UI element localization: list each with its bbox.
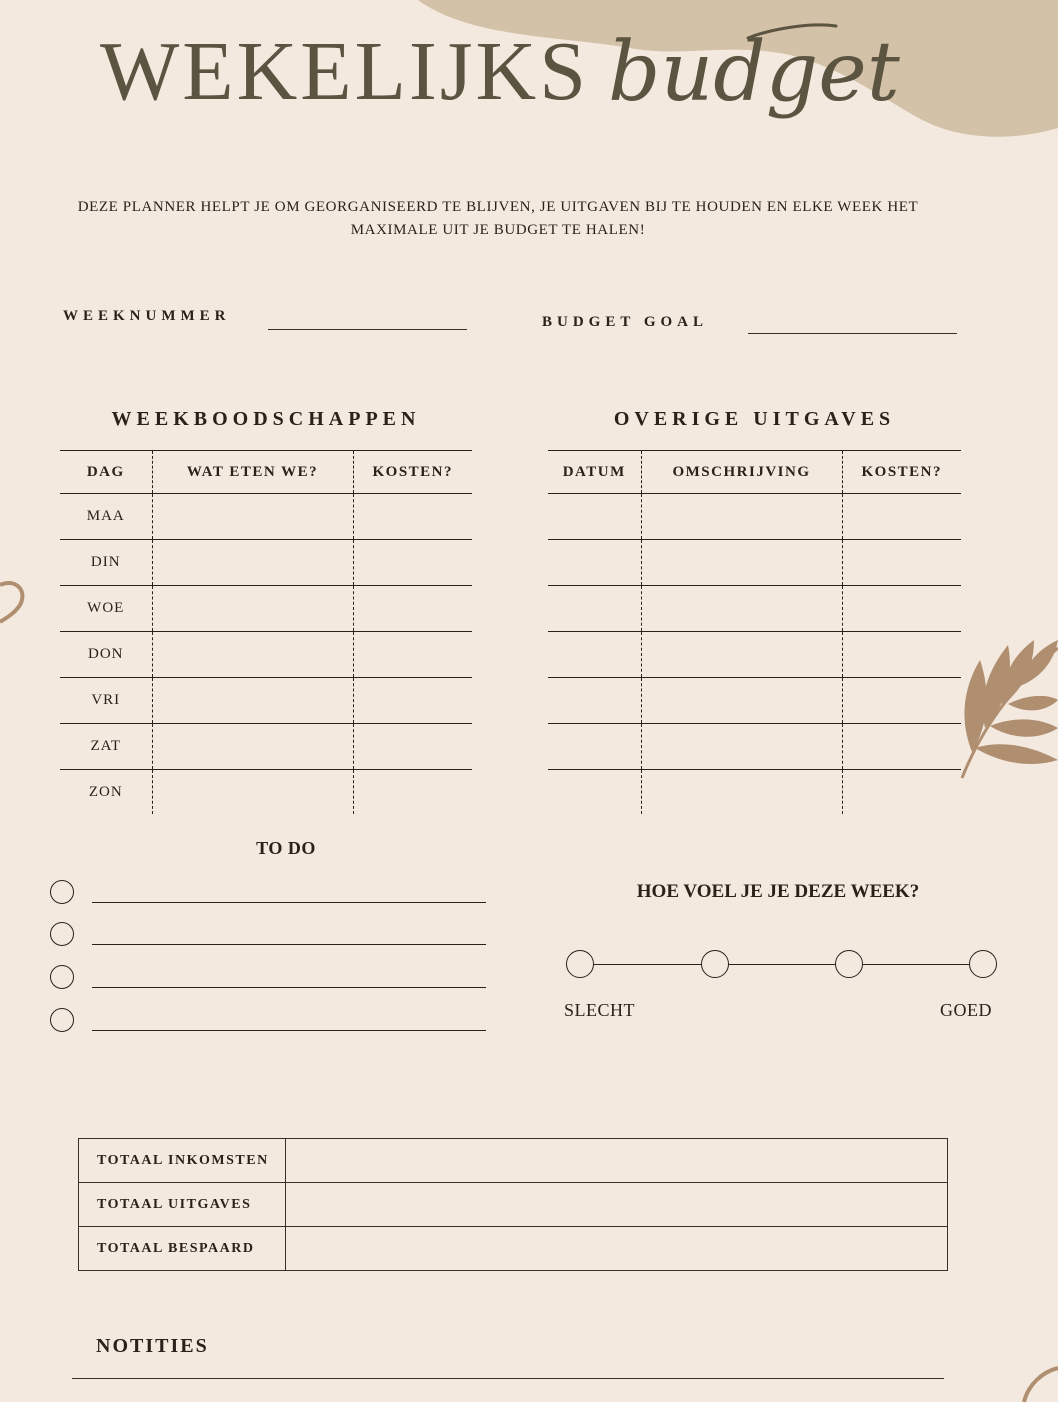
todo-checkbox[interactable] bbox=[50, 965, 74, 989]
total-income-label: TOTAAL INKOMSTEN bbox=[79, 1139, 286, 1183]
groceries-table bbox=[60, 450, 472, 814]
table-row bbox=[60, 632, 472, 678]
table-row bbox=[60, 678, 472, 724]
day-cell: DON bbox=[60, 632, 152, 678]
cost-cell[interactable] bbox=[842, 494, 961, 540]
todo-checkbox[interactable] bbox=[50, 1008, 74, 1032]
cost-cell[interactable] bbox=[353, 632, 472, 678]
table-row bbox=[79, 1139, 948, 1183]
todo-item bbox=[50, 965, 486, 991]
cost-cell[interactable] bbox=[353, 724, 472, 770]
table-row bbox=[79, 1227, 948, 1271]
other-expenses-table bbox=[548, 450, 961, 814]
meal-cell[interactable] bbox=[152, 540, 353, 586]
meal-cell[interactable] bbox=[152, 494, 353, 540]
notes-title: NOTITIES bbox=[96, 1335, 209, 1357]
left-ring-shape bbox=[0, 583, 22, 622]
table-row bbox=[548, 540, 961, 586]
cost-cell[interactable] bbox=[842, 770, 961, 815]
mood-scale-track bbox=[580, 964, 984, 965]
table-row bbox=[60, 586, 472, 632]
header-meal: WAT ETEN WE? bbox=[152, 451, 353, 494]
week-number-label: WEEKNUMMER bbox=[63, 308, 231, 324]
table-row bbox=[60, 494, 472, 540]
table-row bbox=[60, 770, 472, 815]
description-cell[interactable] bbox=[641, 494, 842, 540]
date-cell[interactable] bbox=[548, 632, 641, 678]
date-cell[interactable] bbox=[548, 540, 641, 586]
cost-cell[interactable] bbox=[842, 540, 961, 586]
cost-cell[interactable] bbox=[353, 586, 472, 632]
table-header-row bbox=[60, 451, 472, 494]
day-cell: MAA bbox=[60, 494, 152, 540]
budget-goal-label: BUDGET GOAL bbox=[542, 314, 708, 330]
date-cell[interactable] bbox=[548, 770, 641, 815]
budget-script-text: budget bbox=[608, 25, 900, 120]
cost-cell[interactable] bbox=[353, 540, 472, 586]
cost-cell[interactable] bbox=[842, 724, 961, 770]
bottom-ring-shape bbox=[1024, 1368, 1058, 1402]
day-cell: DIN bbox=[60, 540, 152, 586]
cost-cell[interactable] bbox=[353, 770, 472, 815]
table-row bbox=[548, 724, 961, 770]
mood-option[interactable] bbox=[835, 950, 863, 978]
day-cell: WOE bbox=[60, 586, 152, 632]
date-cell[interactable] bbox=[548, 724, 641, 770]
mood-option[interactable] bbox=[566, 950, 594, 978]
cost-cell[interactable] bbox=[842, 632, 961, 678]
table-row bbox=[60, 540, 472, 586]
description-cell[interactable] bbox=[641, 632, 842, 678]
notes-line[interactable] bbox=[72, 1378, 944, 1379]
cost-cell[interactable] bbox=[353, 678, 472, 724]
todo-item bbox=[50, 922, 486, 948]
table-header-row bbox=[548, 451, 961, 494]
meal-cell[interactable] bbox=[152, 678, 353, 724]
budget-goal-field[interactable] bbox=[748, 333, 957, 334]
cost-cell[interactable] bbox=[353, 494, 472, 540]
table-row bbox=[60, 724, 472, 770]
cost-cell[interactable] bbox=[842, 586, 961, 632]
other-expenses-title: OVERIGE UITGAVES bbox=[613, 408, 896, 430]
total-expenses-label: TOTAAL UITGAVES bbox=[79, 1183, 286, 1227]
page-title: WEKELIJKS bbox=[100, 25, 589, 118]
date-cell[interactable] bbox=[548, 678, 641, 724]
total-saved-field[interactable] bbox=[286, 1227, 948, 1271]
todo-line[interactable] bbox=[92, 987, 486, 988]
todo-item bbox=[50, 1008, 486, 1034]
todo-title: TO DO bbox=[256, 838, 316, 858]
date-cell[interactable] bbox=[548, 586, 641, 632]
todo-checkbox[interactable] bbox=[50, 880, 74, 904]
table-row bbox=[548, 678, 961, 724]
header-day: DAG bbox=[60, 451, 152, 494]
todo-line[interactable] bbox=[92, 944, 486, 945]
mood-option[interactable] bbox=[969, 950, 997, 978]
cost-cell[interactable] bbox=[842, 678, 961, 724]
table-row bbox=[548, 586, 961, 632]
mood-question: HOE VOEL JE JE DEZE WEEK? bbox=[636, 881, 920, 902]
day-cell: VRI bbox=[60, 678, 152, 724]
mood-high-label: GOED bbox=[940, 1000, 992, 1020]
table-row bbox=[548, 632, 961, 678]
table-row bbox=[79, 1183, 948, 1227]
totals-table bbox=[78, 1138, 948, 1271]
todo-checkbox[interactable] bbox=[50, 922, 74, 946]
description-cell[interactable] bbox=[641, 540, 842, 586]
description-cell[interactable] bbox=[641, 770, 842, 815]
meal-cell[interactable] bbox=[152, 586, 353, 632]
total-saved-label: TOTAAL BESPAARD bbox=[79, 1227, 286, 1271]
meal-cell[interactable] bbox=[152, 770, 353, 815]
description-cell[interactable] bbox=[641, 678, 842, 724]
mood-option[interactable] bbox=[701, 950, 729, 978]
day-cell: ZAT bbox=[60, 724, 152, 770]
description-cell[interactable] bbox=[641, 724, 842, 770]
header-cost: KOSTEN? bbox=[353, 451, 472, 494]
meal-cell[interactable] bbox=[152, 632, 353, 678]
day-cell: ZON bbox=[88, 783, 123, 800]
header-cost: KOSTEN? bbox=[842, 451, 961, 494]
header-description: OMSCHRIJVING bbox=[641, 451, 842, 494]
date-cell[interactable] bbox=[548, 494, 641, 540]
groceries-title: WEEKBOODSCHAPPEN bbox=[111, 408, 421, 430]
meal-cell[interactable] bbox=[152, 724, 353, 770]
table-row bbox=[548, 770, 961, 815]
todo-line[interactable] bbox=[92, 902, 486, 903]
description-cell[interactable] bbox=[641, 586, 842, 632]
total-income-field[interactable] bbox=[286, 1139, 948, 1183]
budget-script-word bbox=[598, 8, 900, 158]
todo-line[interactable] bbox=[92, 1030, 486, 1031]
week-number-field[interactable] bbox=[268, 329, 467, 330]
mood-low-label: SLECHT bbox=[564, 1000, 636, 1020]
leaf-icon bbox=[962, 640, 1058, 778]
header-date: DATUM bbox=[548, 451, 641, 494]
todo-item bbox=[50, 880, 486, 906]
total-expenses-field[interactable] bbox=[286, 1183, 948, 1227]
table-row bbox=[548, 494, 961, 540]
intro-text: DEZE PLANNER HELPT JE OM GEORGANISEERD TE BLIJVEN, JE UITGAVEN BIJ TE HOUDEN EN ELKE WEEK HET MAXIMALE UIT JE BUDGET TE HALEN! bbox=[77, 199, 919, 238]
